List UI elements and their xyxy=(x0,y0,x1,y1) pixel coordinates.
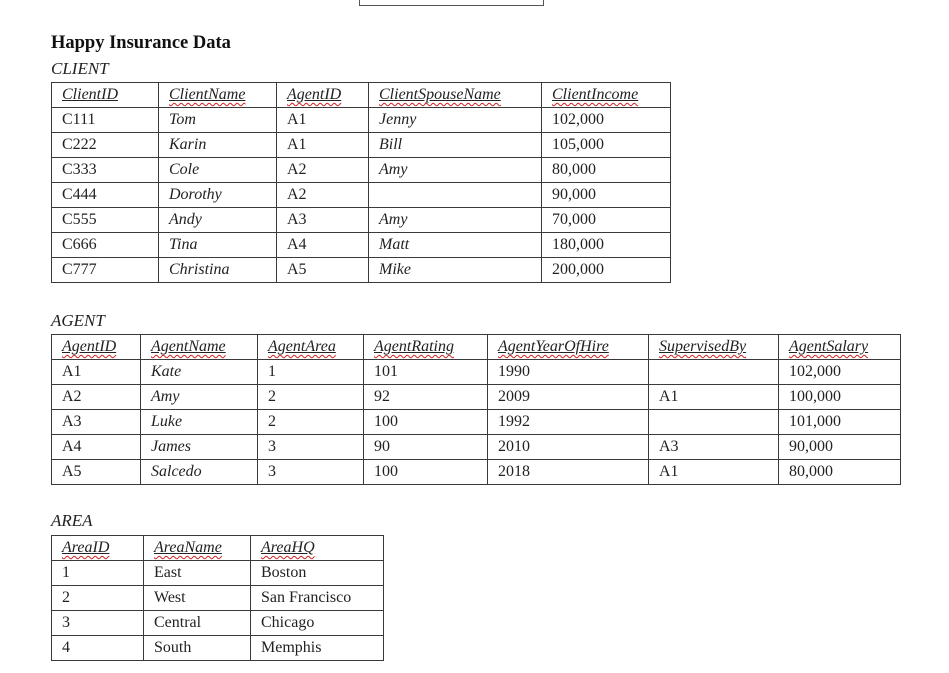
table-cell: 2 xyxy=(258,410,364,435)
table-cell: 3 xyxy=(258,460,364,485)
column-header: AgentID xyxy=(52,335,141,360)
table-cell: 180,000 xyxy=(542,233,671,258)
table-cell: Chicago xyxy=(251,611,384,636)
area-table xyxy=(51,535,384,661)
table-cell: Andy xyxy=(159,208,277,233)
table-cell: Matt xyxy=(369,233,542,258)
table-row xyxy=(52,561,384,586)
table-cell: 1 xyxy=(52,561,144,586)
table-cell: C333 xyxy=(52,158,159,183)
table-cell: Memphis xyxy=(251,636,384,661)
table-cell: 2 xyxy=(52,586,144,611)
table-cell: 90,000 xyxy=(542,183,671,208)
table-row xyxy=(52,183,671,208)
table-cell: C222 xyxy=(52,133,159,158)
column-header: AgentID xyxy=(277,83,369,108)
table-cell: Luke xyxy=(141,410,258,435)
table-cell: 1 xyxy=(258,360,364,385)
table-cell: A1 xyxy=(52,360,141,385)
document-title: Happy Insurance Data xyxy=(51,33,231,53)
table-cell: C444 xyxy=(52,183,159,208)
column-header: AgentRating xyxy=(364,335,488,360)
table-cell: 3 xyxy=(258,435,364,460)
column-header: AreaName xyxy=(144,536,251,561)
table-cell: 2010 xyxy=(488,435,649,460)
client-header-row xyxy=(52,83,671,108)
column-header: SupervisedBy xyxy=(649,335,779,360)
table-row xyxy=(52,611,384,636)
table-cell: A1 xyxy=(277,133,369,158)
table-cell: A2 xyxy=(277,183,369,208)
table-cell: Salcedo xyxy=(141,460,258,485)
table-row xyxy=(52,636,384,661)
table-cell: 90 xyxy=(364,435,488,460)
table-cell: A5 xyxy=(277,258,369,283)
table-cell: A1 xyxy=(277,108,369,133)
table-cell: 100 xyxy=(364,410,488,435)
table-cell: C777 xyxy=(52,258,159,283)
table-row xyxy=(52,385,901,410)
table-cell: Christina xyxy=(159,258,277,283)
table-cell: A2 xyxy=(277,158,369,183)
client-table xyxy=(51,82,671,283)
agent-header-row xyxy=(52,335,901,360)
table-cell: Amy xyxy=(369,158,542,183)
table-cell: A3 xyxy=(52,410,141,435)
table-cell: Dorothy xyxy=(159,183,277,208)
table-row xyxy=(52,233,671,258)
table-cell: 102,000 xyxy=(542,108,671,133)
table-row xyxy=(52,460,901,485)
column-header: AgentYearOfHire xyxy=(488,335,649,360)
table-cell: A2 xyxy=(52,385,141,410)
table-cell: West xyxy=(144,586,251,611)
table-cell: Amy xyxy=(369,208,542,233)
table-cell: 101,000 xyxy=(779,410,901,435)
table-cell: C666 xyxy=(52,233,159,258)
table-cell: A1 xyxy=(649,460,779,485)
table-cell: A4 xyxy=(277,233,369,258)
top-page-box xyxy=(359,0,544,6)
table-cell: Cole xyxy=(159,158,277,183)
table-cell: 90,000 xyxy=(779,435,901,460)
table-row xyxy=(52,208,671,233)
table-cell: 70,000 xyxy=(542,208,671,233)
table-row xyxy=(52,158,671,183)
column-header: AreaHQ xyxy=(251,536,384,561)
area-section-label: AREA xyxy=(51,511,93,530)
column-header: ClientName xyxy=(159,83,277,108)
table-cell: 102,000 xyxy=(779,360,901,385)
table-cell: C111 xyxy=(52,108,159,133)
table-cell: 80,000 xyxy=(542,158,671,183)
table-cell: Tina xyxy=(159,233,277,258)
table-cell: A3 xyxy=(649,435,779,460)
column-header: ClientID xyxy=(52,83,159,108)
table-cell: 100 xyxy=(364,460,488,485)
table-cell: Jenny xyxy=(369,108,542,133)
column-header: ClientSpouseName xyxy=(369,83,542,108)
agent-section-label: AGENT xyxy=(51,311,105,330)
column-header: AgentArea xyxy=(258,335,364,360)
table-cell: Amy xyxy=(141,385,258,410)
table-cell: Bill xyxy=(369,133,542,158)
table-row xyxy=(52,133,671,158)
table-row xyxy=(52,108,671,133)
table-row xyxy=(52,360,901,385)
table-cell: 1992 xyxy=(488,410,649,435)
agent-table xyxy=(51,334,901,485)
table-cell: 3 xyxy=(52,611,144,636)
table-cell: James xyxy=(141,435,258,460)
table-cell: East xyxy=(144,561,251,586)
table-cell: 1990 xyxy=(488,360,649,385)
table-cell: 2 xyxy=(258,385,364,410)
table-cell: C555 xyxy=(52,208,159,233)
table-cell: A1 xyxy=(649,385,779,410)
table-cell: 92 xyxy=(364,385,488,410)
table-cell: 200,000 xyxy=(542,258,671,283)
table-cell xyxy=(649,360,779,385)
table-row xyxy=(52,586,384,611)
table-cell: A5 xyxy=(52,460,141,485)
area-header-row xyxy=(52,536,384,561)
table-cell: A3 xyxy=(277,208,369,233)
table-cell: Kate xyxy=(141,360,258,385)
table-cell: 105,000 xyxy=(542,133,671,158)
table-cell: Karin xyxy=(159,133,277,158)
column-header: ClientIncome xyxy=(542,83,671,108)
table-cell: Boston xyxy=(251,561,384,586)
table-row xyxy=(52,435,901,460)
column-header: AreaID xyxy=(52,536,144,561)
table-cell xyxy=(369,183,542,208)
table-cell: 4 xyxy=(52,636,144,661)
table-cell: 80,000 xyxy=(779,460,901,485)
table-cell: San Francisco xyxy=(251,586,384,611)
column-header: AgentName xyxy=(141,335,258,360)
table-cell: 101 xyxy=(364,360,488,385)
table-cell xyxy=(649,410,779,435)
table-cell: Mike xyxy=(369,258,542,283)
table-cell: 100,000 xyxy=(779,385,901,410)
client-section-label: CLIENT xyxy=(51,59,109,78)
table-row xyxy=(52,410,901,435)
table-cell: Central xyxy=(144,611,251,636)
table-cell: A4 xyxy=(52,435,141,460)
table-cell: Tom xyxy=(159,108,277,133)
column-header: AgentSalary xyxy=(779,335,901,360)
table-cell: South xyxy=(144,636,251,661)
table-cell: 2009 xyxy=(488,385,649,410)
table-cell: 2018 xyxy=(488,460,649,485)
table-row xyxy=(52,258,671,283)
